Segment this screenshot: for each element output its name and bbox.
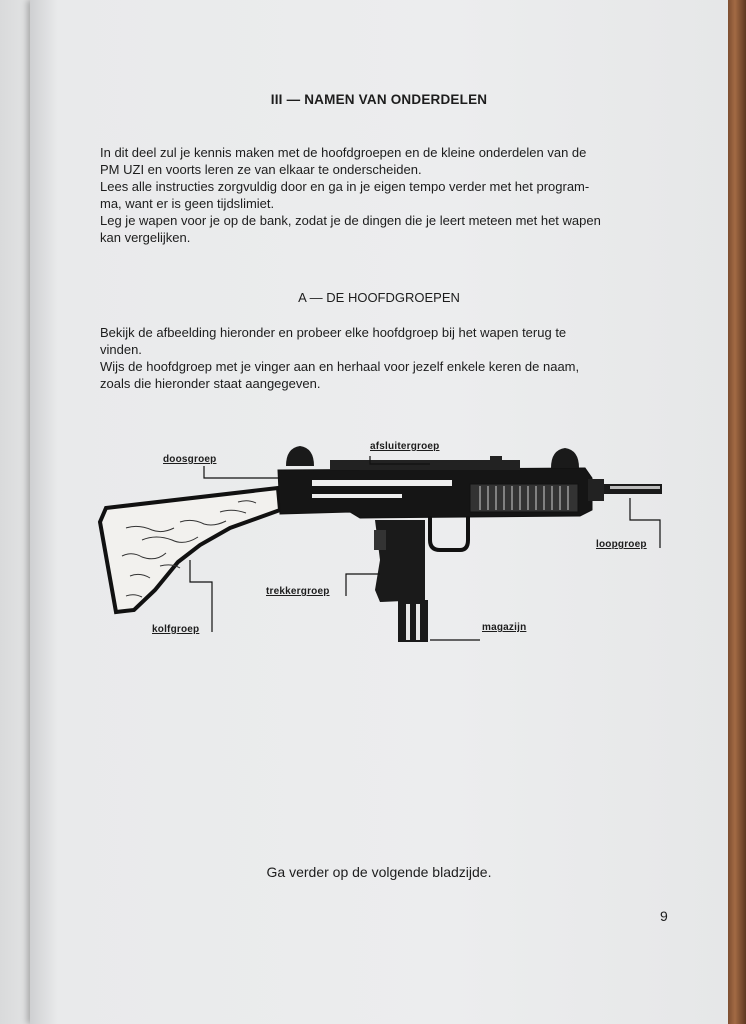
continue-instruction: Ga verder op de volgende bladzijde. — [266, 864, 492, 880]
stock-shape — [100, 488, 280, 612]
section-line: zoals die hieronder staat aangegeven. — [100, 376, 321, 391]
label-kolfgroep: kolfgroep — [152, 624, 200, 635]
intro-line: ma, want er is geen tijdslimiet. — [100, 196, 275, 211]
section-title: A — DE HOOFDGROEPEN — [298, 290, 460, 305]
barrel-jacket — [470, 484, 578, 512]
section-line: vinden. — [100, 342, 142, 357]
intro-line: kan vergelijken. — [100, 230, 191, 245]
intro-line: PM UZI en voorts leren ze van elkaar te onderscheiden. — [100, 162, 422, 177]
label-afsluitergroep: afsluitergroep — [370, 441, 440, 452]
label-loopgroep: loopgroep — [596, 539, 647, 550]
intro-line: Leg je wapen voor je op de bank, zodat je de dingen die je leert meteen met het wapen — [100, 213, 601, 228]
barrel-nut — [588, 479, 604, 501]
front-sight — [551, 448, 579, 468]
book-page — [30, 0, 728, 1024]
receiver-slot — [312, 480, 452, 486]
page-heading: III — NAMEN VAN ONDERDELEN — [270, 92, 488, 107]
magazine-slot — [416, 604, 420, 640]
receiver-slot — [312, 494, 402, 498]
label-trekkergroep: trekkergroep — [266, 586, 330, 597]
trigger-guard — [430, 516, 468, 550]
label-magazijn: magazijn — [482, 622, 527, 633]
label-doosgroep: doosgroep — [163, 454, 217, 465]
uzi-diagram — [30, 0, 728, 700]
barrel-highlight — [610, 486, 660, 489]
cocking-knob — [490, 456, 502, 462]
magazine-slot — [406, 604, 410, 640]
section-line: Bekijk de afbeelding hieronder en probeer elke hoofdgroep bij het wapen terug te — [100, 325, 567, 340]
magazine — [398, 600, 428, 642]
intro-line: In dit deel zul je kennis maken met de hoofdgroepen en de kleine onderdelen van de — [100, 145, 587, 160]
section-line: Wijs de hoofdgroep met je vinger aan en herhaal voor jezelf enkele keren de naam, — [100, 359, 580, 374]
grip-safety — [374, 530, 386, 550]
rear-sight — [286, 446, 314, 466]
page-number: 9 — [660, 908, 668, 924]
intro-line: Lees alle instructies zorgvuldig door en ga in je eigen tempo verder met het program- — [100, 179, 590, 194]
